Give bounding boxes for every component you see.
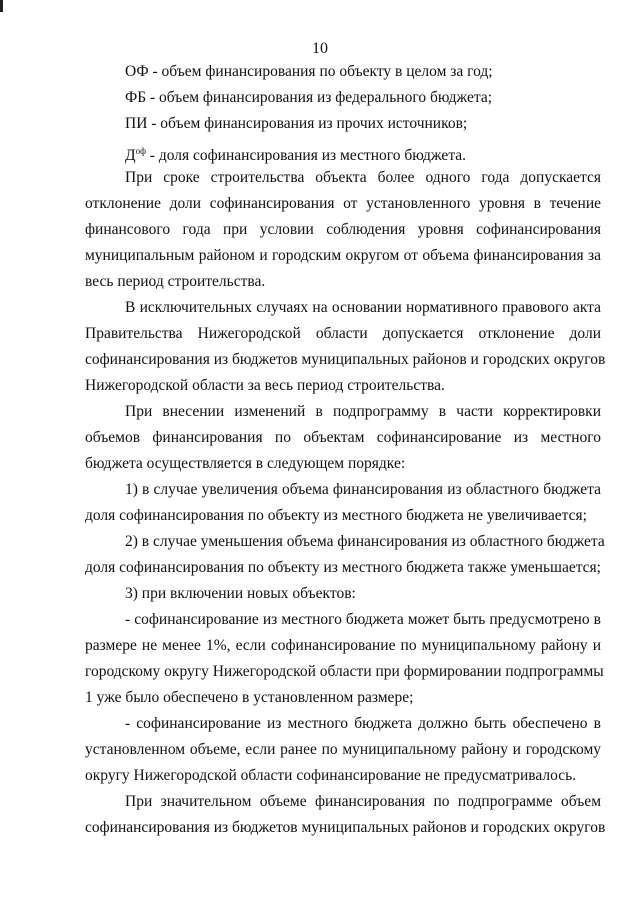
paragraph-2-line: Нижегородской области за весь период строительства. (85, 377, 445, 394)
dash-1-line: - софинансирование из местного бюджета может быть предусмотрено в (125, 611, 601, 628)
item-3-line: 3) при включении новых объектов: (125, 585, 356, 602)
definition-d-text: - доля софинансирования из местного бюджета. (145, 147, 467, 164)
paragraph-1-line: финансового года при условии соблюдения уровня софинансирования (85, 221, 601, 238)
item-2-line: доля софинансирования по объекту из местного бюджета также уменьшается; (85, 559, 601, 576)
item-1-line: 1) в случае увеличения объема финансирования из областного бюджета (125, 481, 601, 498)
dash-1-line: 1 уже было обеспечено в установленном размере; (85, 689, 414, 706)
paragraph-1-line: весь период строительства. (85, 273, 266, 290)
paragraph-3-line: При внесении изменений в подпрограмму в части корректировки (125, 403, 601, 420)
paragraph-4-line: софинансирования из бюджетов муниципальных районов и городских округов (85, 819, 606, 836)
paragraph-3-line: бюджета осуществляется в следующем порядке: (85, 455, 406, 472)
definition-fb: ФБ - объем финансирования из федерального бюджета; (125, 89, 493, 106)
definition-of: ОФ - объем финансирования по объекту в целом за год; (125, 63, 493, 80)
paragraph-1-line: муниципальным районом и городским округом от объема финансирования за (85, 247, 601, 264)
dash-2-line: - софинансирование из местного бюджета должно быть обеспечено в (125, 715, 601, 732)
dash-1-line: городскому округу Нижегородской области при формировании подпрограммы (85, 663, 604, 680)
item-1-line: доля софинансирования по объекту из местного бюджета не увеличивается; (85, 507, 587, 524)
scan-edge-mark (0, 0, 3, 12)
definition-d-symbol: Д (125, 147, 136, 164)
definition-pi: ПИ - объем финансирования из прочих источников; (125, 115, 468, 132)
definition-d-superscript: оф (135, 146, 146, 156)
paragraph-4-line: При значительном объеме финансирования по подпрограмме объем (125, 793, 601, 810)
dash-1-line: размере не менее 1%, если софинансирование по муниципальному району и (85, 637, 601, 654)
paragraph-3-line: объемов финансирования по объектам софинансирование из местного (85, 429, 601, 446)
paragraph-1-line: При сроке строительства объекта более одного года допускается (125, 169, 601, 186)
paragraph-2-line: софинансирования из бюджетов муниципальных районов и городских округов (85, 351, 606, 368)
paragraph-2-line: В исключительных случаях на основании нормативного правового акта (125, 299, 601, 316)
paragraph-1-line: отклонение доли софинансирования от установленного уровня в течение (85, 195, 601, 212)
page-number: 10 (312, 40, 328, 57)
paragraph-2-line: Правительства Нижегородской области допускается отклонение доли (85, 325, 601, 342)
dash-2-line: округу Нижегородской области софинансирование не предусматривалось. (85, 767, 577, 784)
item-2-line: 2) в случае уменьшения объема финансирования из областного бюджета (125, 533, 605, 550)
definition-d (125, 142, 466, 165)
dash-2-line: установленном объеме, если ранее по муниципальному району и городскому (85, 741, 601, 758)
